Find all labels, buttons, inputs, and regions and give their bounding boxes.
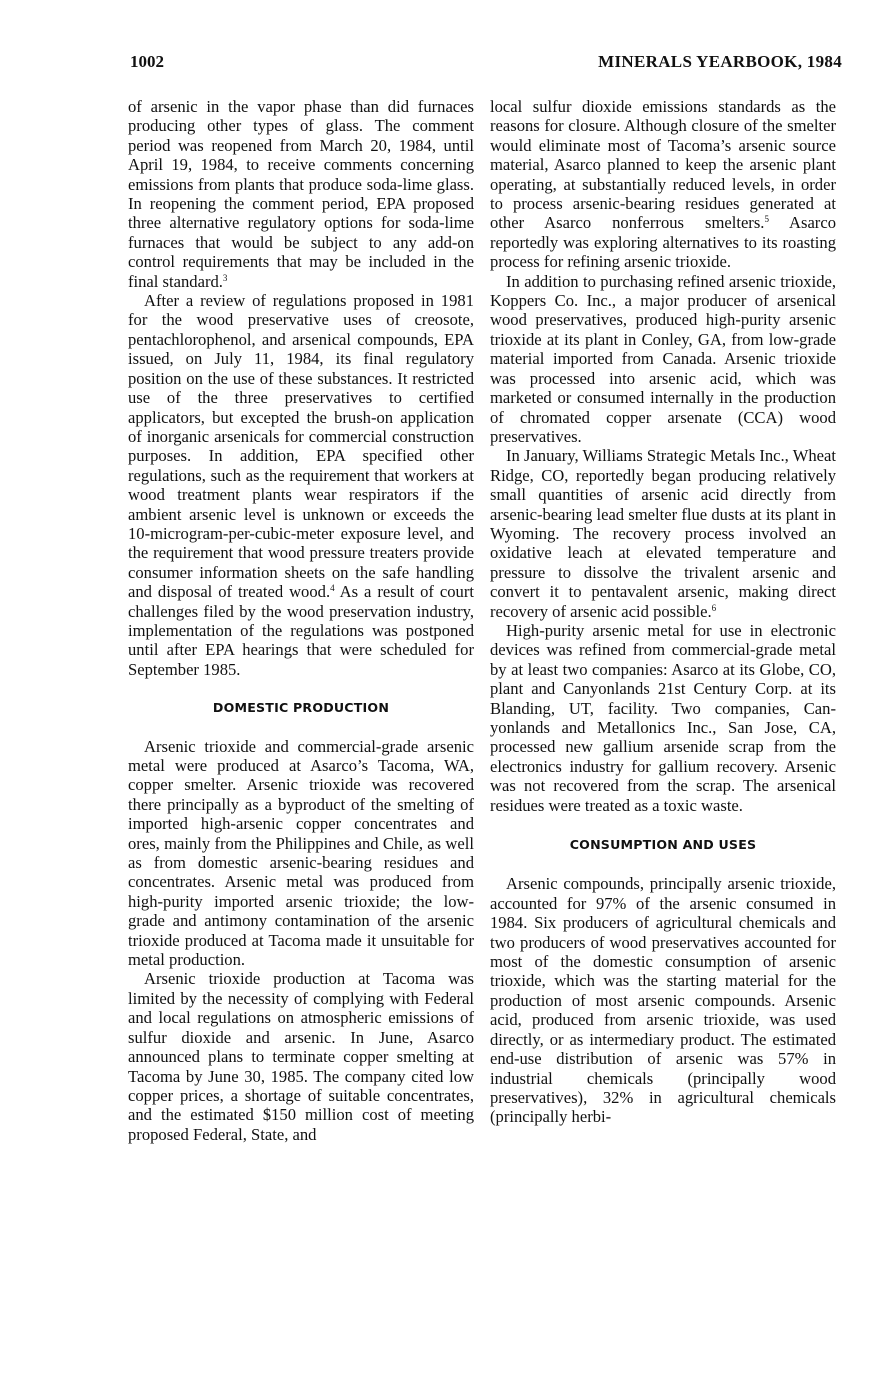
paragraph xyxy=(490,97,836,272)
right-column xyxy=(490,97,836,1127)
paragraph xyxy=(128,97,474,291)
footnote-ref: 4 xyxy=(330,583,335,594)
footnote-ref: 5 xyxy=(764,214,769,225)
paragraph xyxy=(128,291,474,679)
footnote-ref: 6 xyxy=(711,602,717,613)
page-header xyxy=(130,52,842,76)
paragraph: In addition to purchasing refined arsenic trioxide, Koppers Co. Inc., a major producer of arsenical wood preservatives, produced high-purity arsenic trioxide at its plant in Conley, GA, from low-grade material imported from Canada. Arsenic trioxide was processed into arsenic acid, which was marketed or consumed internally in the production of chromated copper arsenate (CCA) wood preservatives. xyxy=(490,271,836,446)
paragraph xyxy=(490,446,836,621)
left-column xyxy=(128,97,474,1144)
paragraph: High-purity arsenic metal for use in electronic devices was refined from commercial-grade metal by at least two companies: Asarco at its Globe, CO, plant and Canyonlands 21st Century Corp. at its Blanding, UT, facility. Two companies, Canyonlands and Metallonics Inc., San Jose, CA, processed new gallium arsenide scrap from the electronics industry for gallium recovery. Arsenic was not recovered from the scrap. The arsenical residues were treated as a toxic waste. xyxy=(490,620,836,815)
page-number: 1002 xyxy=(130,52,164,71)
section-heading-domestic-production: DOMESTIC PRODUCTION xyxy=(212,700,390,716)
paragraph-text: After a review of regulations proposed in 1981 for the wood preservative uses of creosote, pentachlorophenol, and arsenical compounds, EPA issued, on July 11, 1984, its final regulatory position on the use of these substances. It restricted use of the three preservatives to certified applicators, but excepted the brush-on application of inorganic arsenicals for commercial construction purposes. In addition, EPA specified other regulations, such as the requirement that workers at wood treatment plants wear respirators if the ambient arsenic level is unknown or exceeds the 10-microgram-per-cubic-meter exposure level, and the requirement that wood pressure treaters provide consumer information sheets on the safe handling and disposal of treated wood. xyxy=(128,291,474,602)
running-head: MINERALS YEARBOOK, 1984 xyxy=(598,52,842,71)
paragraph: Arsenic compounds, principally arsenic trioxide, accounted for 97% of the arsenic consumed in 1984. Six producers of agricultural chemicals and two producers of wood preservatives accounted for most of the domestic consumption of arsenic trioxide, which was the starting material for the production of most arsenic compounds. Arsenic acid, produced from arsenic trioxide, was used directly, or as intermediary product. The estimated end-use distribution of arsenic was 57% in industrial chemicals (principally wood preservatives), 32% in agricultural chemicals (principally herbi- xyxy=(490,874,836,1127)
paragraph-text: Asarco reportedly was exploring alternatives to its roasting process for refining arsenic trioxide. xyxy=(490,213,836,272)
paragraph: Arsenic trioxide and commercial-grade arsenic metal were produced at Asarco’s Tacoma, WA, copper smelter. Arsenic trioxide was recovered there principally as a byproduct of the smelting of imported high-arsenic copper concentrates and ores, mainly from the Philippines and Chile, as well as from domestic arsenic-bearing residues and concentrates. Arsenic metal was produced from high-purity imported arsenic trioxide; the low-grade and antimony contamination of the arsenic trioxide produced at Tacoma made it unsuitable for metal production. xyxy=(128,736,474,970)
paragraph-text: of arsenic in the vapor phase than did furnaces producing other types of glass. The comment period was reopened from March 20, 1984, until April 19, 1984, to receive comments concerning emissions from plants that produce soda-lime glass. In reopening the comment period, EPA proposed three alternative regulatory options for soda-lime furnaces that would be subject to any add-on control requirements that may be included in the final standard. xyxy=(128,97,474,291)
footnote-ref: 3 xyxy=(222,272,228,283)
paragraph-text: In January, Williams Strategic Metals Inc., Wheat Ridge, CO, reportedly began producing relatively small quantities of arsenic acid directly from arsenic-bearing lead smelter flue dusts at its plant in Wyoming. The recovery process involved an oxidative leach at elevated temperature and pressure to dissolve the trivalent arsenic and convert it to pentavalent arsenic, making direct recovery of arsenic acid possible. xyxy=(490,446,836,621)
paragraph-text: As a result of court challenges filed by the wood preservation industry, implementation of the regulations was postponed until after EPA hearings that were scheduled for September 1985. xyxy=(128,582,474,679)
paragraph-text: local sulfur dioxide emissions standards as the reasons for closure. Although closure of the smelter would eliminate most of Tacoma’s arsenic source material, Asarco planned to keep the arsenic plant operating, at substantially reduced levels, in order to process arsenic-bearing residues generated at other Asarco nonferrous smelters. xyxy=(490,97,836,233)
paragraph: Arsenic trioxide production at Tacoma was limited by the necessity of complying with Federal and local regulations on atmospheric emissions of sulfur dioxide and arsenic. In June, Asarco announced plans to terminate copper smelting at Tacoma by June 30, 1985. The company cited low copper prices, a shortage of suitable concentrates, and the estimated $150 million cost of meeting proposed Federal, State, and xyxy=(128,969,474,1144)
section-heading-consumption-and-uses: CONSUMPTION AND USES xyxy=(569,837,757,853)
